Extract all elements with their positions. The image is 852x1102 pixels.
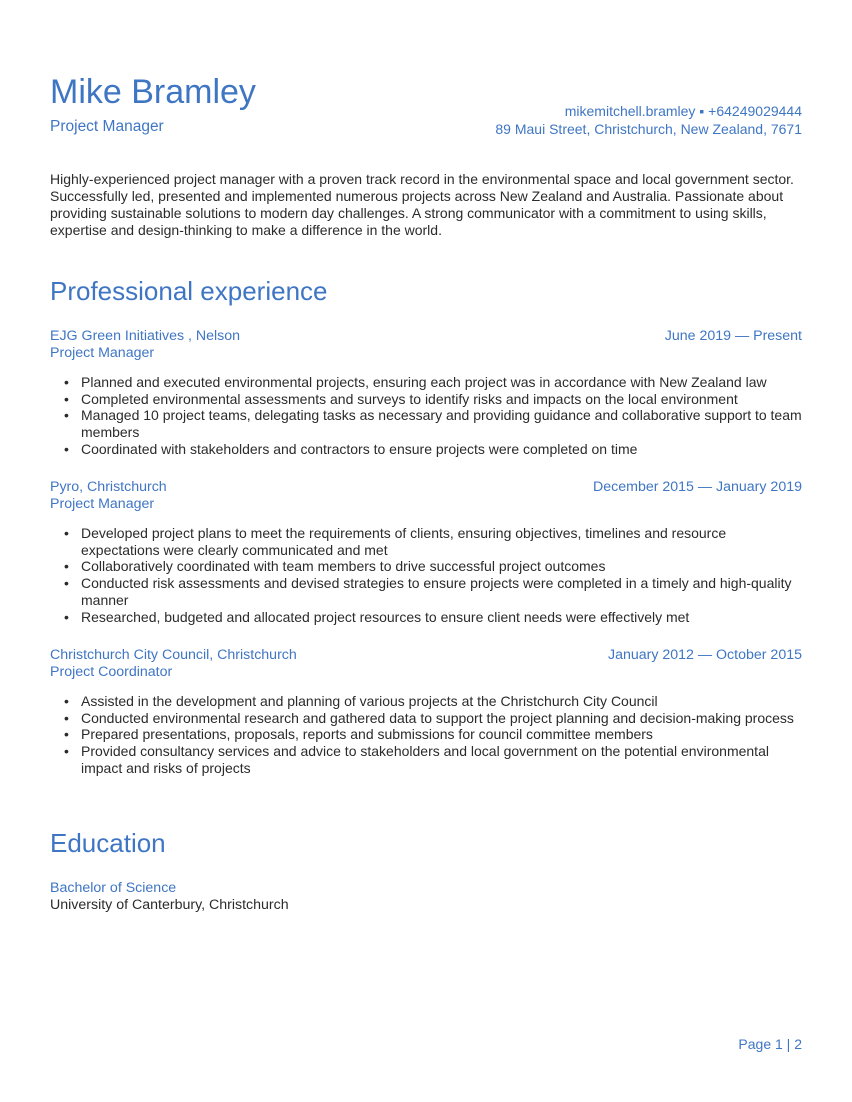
contact-address: 89 Maui Street, Christchurch, New Zealand, 7671: [495, 121, 802, 137]
bullet-text: Prepared presentations, proposals, reports and submissions for council committee members: [81, 726, 653, 743]
job-bullets: [50, 374, 802, 458]
bullet-item: [50, 525, 802, 558]
bullet-text: Assisted in the development and planning of various projects at the Christchurch City Council: [81, 693, 658, 709]
job-role: Project Manager: [50, 345, 155, 361]
bullet-text: Planned and executed environmental projects, ensuring each project was in accordance with New Zealand law: [81, 374, 767, 390]
bullet-item: [50, 693, 802, 710]
bullet-item: [50, 558, 802, 575]
job-header: [50, 479, 802, 513]
bullet-icon: •: [64, 575, 69, 592]
job-company: Pyro, Christchurch: [50, 479, 167, 495]
candidate-title: Project Manager: [50, 118, 164, 135]
bullet-item: [50, 407, 802, 440]
education-school: University of Canterbury, Christchurch: [50, 897, 289, 913]
job-entry: [50, 328, 802, 458]
profile-summary: Highly-experienced project manager with a proven track record in the environmental space and local government sector. Successfully led, presented and implemented numerous projects across New Zealand and Australia. Passionate about providing sustainable solutions to modern day challenges. A strong communicator with a commitment to using skills, expertise and design-thinking to make a difference in the world.: [50, 171, 794, 238]
bullet-text: Coordinated with stakeholders and contractors to ensure projects were completed on time: [81, 440, 638, 457]
contact-info: [495, 102, 802, 138]
bullet-icon: •: [64, 525, 69, 541]
job-role: Project Coordinator: [50, 664, 173, 680]
candidate-name: Mike Bramley: [50, 73, 256, 111]
bullet-text: Developed project plans to meet the requirements of clients, ensuring objectives, timelines and resource expectations were clearly communicated and met: [81, 525, 727, 558]
job-dates: January 2012 — October 2015: [607, 647, 802, 663]
job-role: Project Manager: [50, 496, 155, 512]
contact-email-phone: mikemitchell.bramley ▪ +64249029444: [564, 103, 802, 119]
job-header: [50, 328, 802, 362]
bullet-icon: •: [64, 608, 69, 625]
job-bullets: [50, 525, 802, 625]
resume-page: [50, 0, 802, 1102]
bullet-icon: •: [64, 440, 69, 457]
education-degree: Bachelor of Science: [50, 880, 177, 896]
job-dates: December 2015 — January 2019: [593, 479, 802, 495]
experience-heading: Professional experience: [50, 276, 328, 306]
job-entry: [50, 479, 802, 625]
education-entry: [50, 880, 289, 914]
job-company: Christchurch City Council, Christchurch: [50, 647, 297, 663]
bullet-icon: •: [64, 558, 69, 575]
bullet-text: Conducted environmental research and gathered data to support the project planning and decision-making process: [81, 709, 794, 726]
bullet-item: [50, 441, 802, 458]
job-header: [50, 647, 802, 681]
job-entry: [50, 647, 802, 777]
bullet-item: [50, 374, 802, 391]
page-number: Page 1 | 2: [738, 1036, 802, 1052]
bullet-item: [50, 726, 802, 743]
job-dates: June 2019 — Present: [664, 328, 802, 344]
resume-header: [50, 72, 802, 142]
education-heading: Education: [50, 828, 166, 858]
bullet-icon: •: [64, 390, 69, 407]
bullet-icon: •: [64, 743, 69, 760]
bullet-item: [50, 575, 802, 608]
bullet-item: [50, 743, 802, 776]
bullet-icon: •: [64, 407, 69, 424]
bullet-text: Completed environmental assessments and surveys to identify risks and impacts on the local environment: [81, 390, 738, 407]
bullet-icon: •: [64, 709, 69, 726]
job-bullets: [50, 693, 802, 777]
bullet-text: Collaboratively coordinated with team members to drive successful project outcomes: [81, 558, 606, 575]
bullet-item: [50, 609, 802, 626]
bullet-text: Conducted risk assessments and devised strategies to ensure projects were completed in a timely and high-quality manner: [81, 575, 792, 608]
bullet-icon: •: [64, 374, 69, 390]
bullet-icon: •: [64, 726, 69, 743]
bullet-item: [50, 710, 802, 727]
bullet-item: [50, 391, 802, 408]
job-company: EJG Green Initiatives , Nelson: [50, 328, 241, 344]
bullet-text: Researched, budgeted and allocated project resources to ensure client needs were effectively met: [81, 608, 690, 625]
bullet-icon: •: [64, 693, 69, 709]
bullet-text: Managed 10 project teams, delegating tasks as necessary and providing guidance and collaborative support to team members: [81, 407, 802, 441]
bullet-text: Provided consultancy services and advice to stakeholders and local government on the potential environmental impact and risks of projects: [81, 743, 769, 776]
